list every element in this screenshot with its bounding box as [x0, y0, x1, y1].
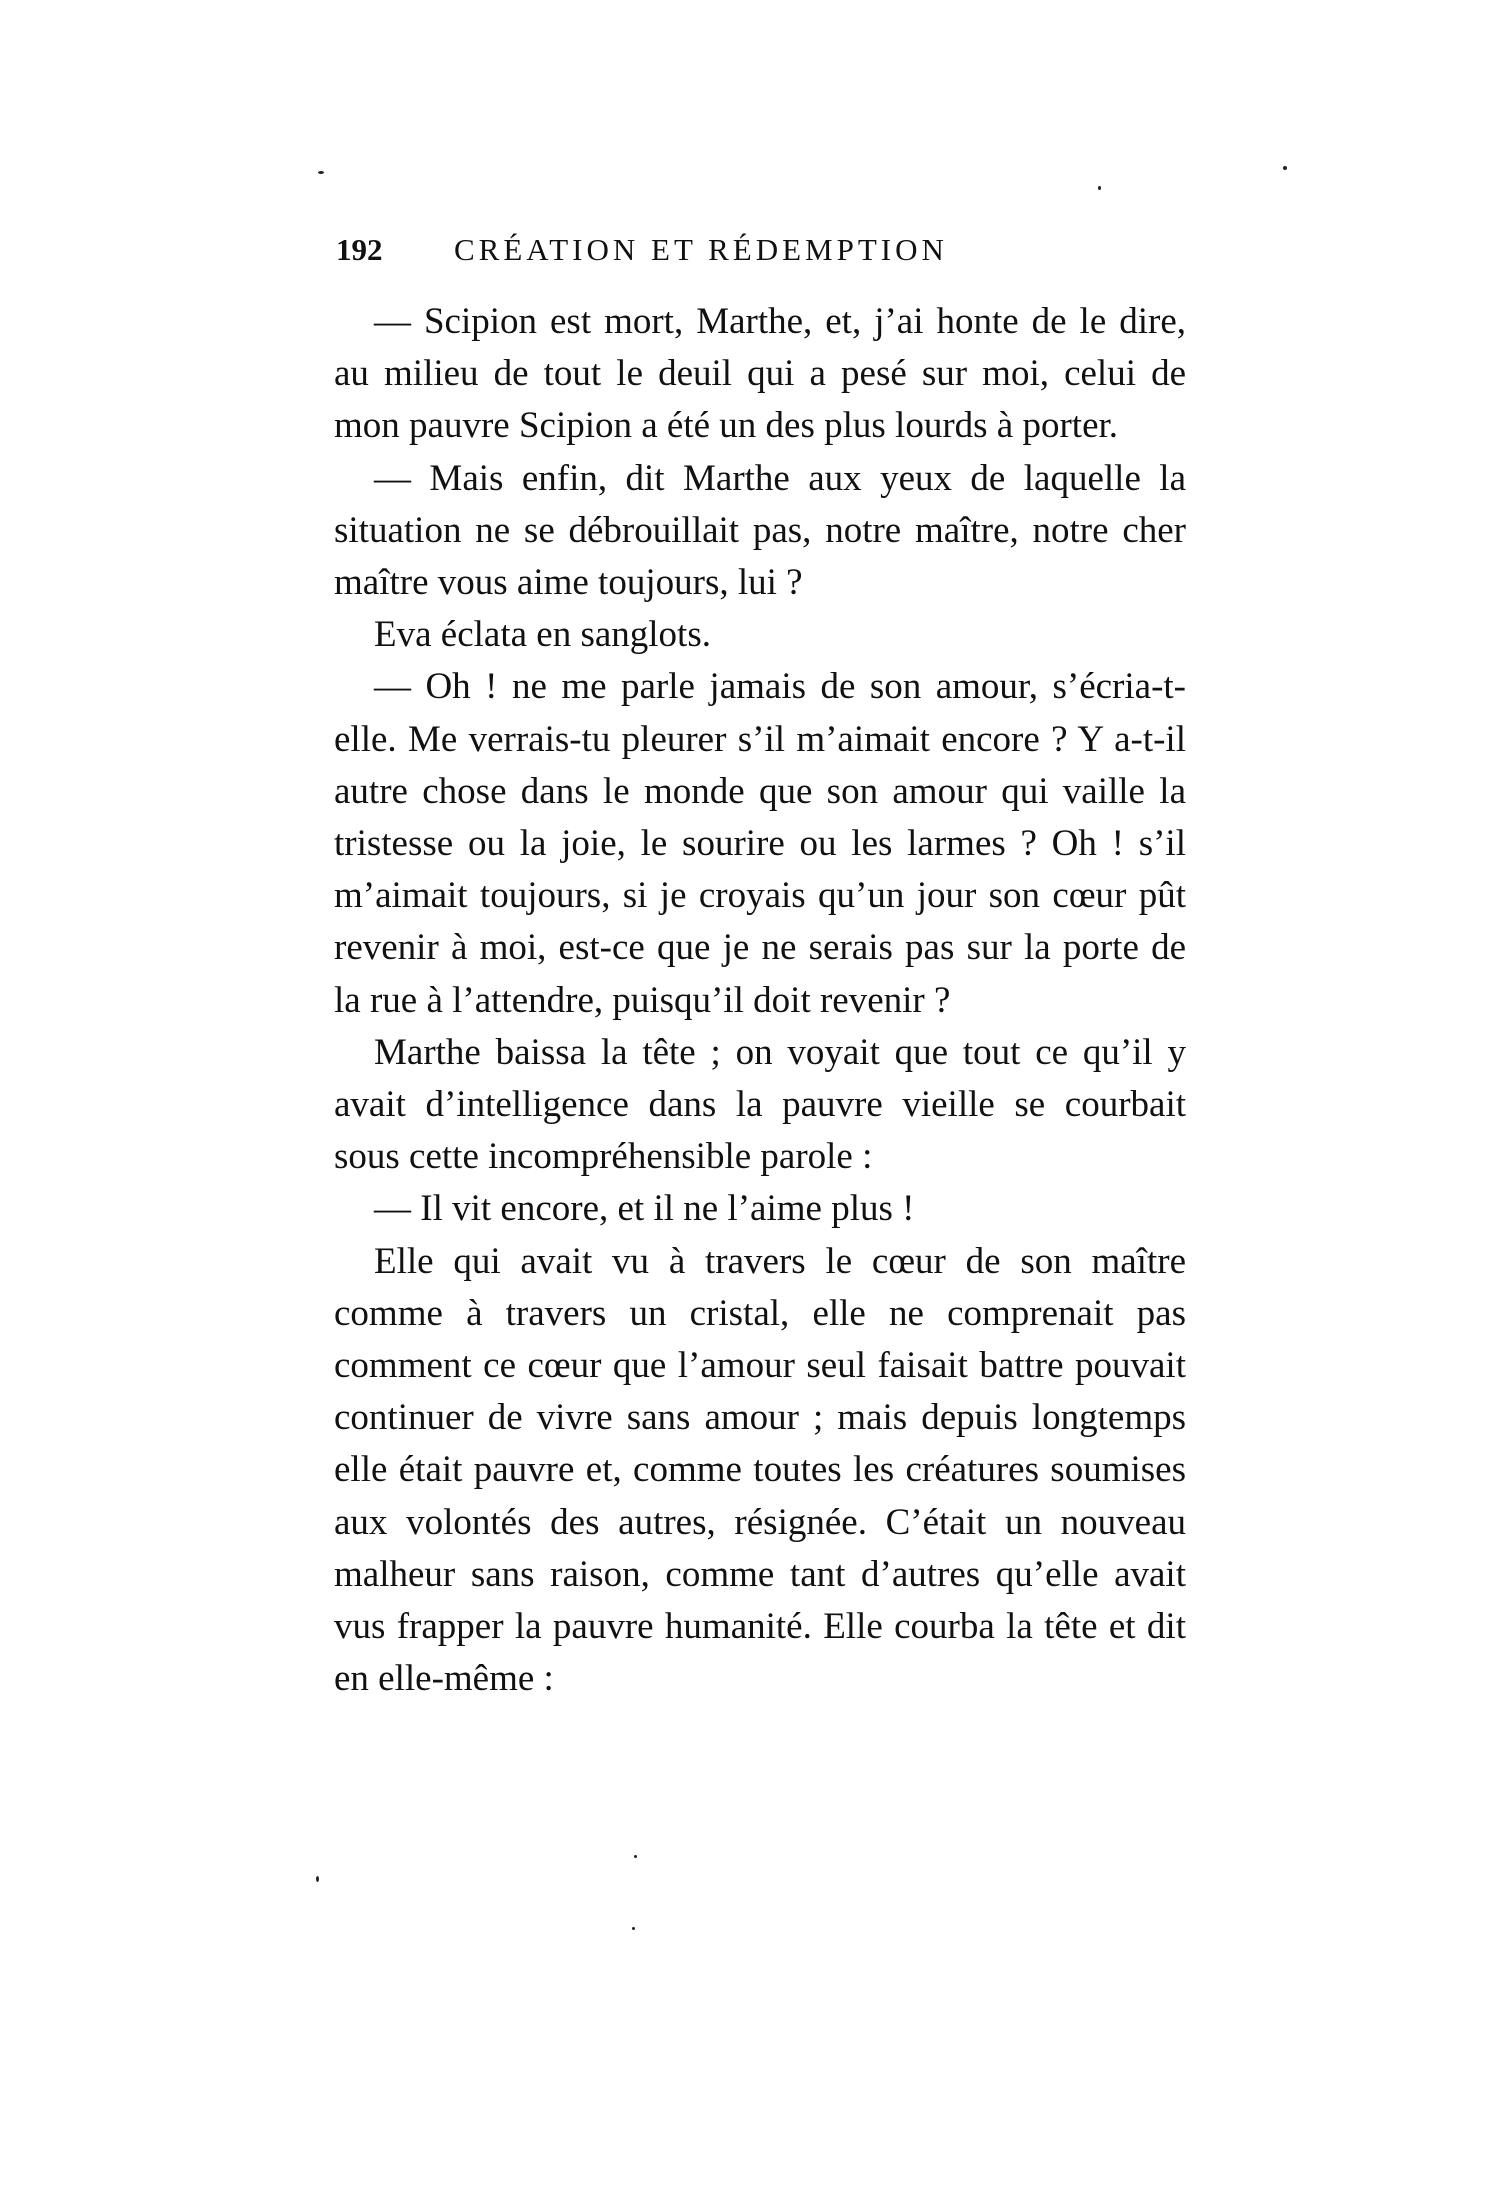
print-speck [1283, 166, 1287, 170]
paragraph: Marthe baissa la tête ; on voyait que tout ce qu’il y avait d’intelligence dans la pauvre vieille se courbait sous cette incompréhensible parole : [334, 1031, 1186, 1178]
print-speck [316, 1876, 319, 1882]
print-speck [318, 171, 324, 174]
page-number: 192 [336, 232, 383, 267]
paragraph: — Mais enfin, dit Marthe aux yeux de laquelle la situation ne se débrouillait pas, notre maître, notre cher maître vous aime toujours, lui ? [334, 457, 1186, 604]
running-head [336, 232, 1036, 276]
paragraph: Elle qui avait vu à travers le cœur de son maître comme à travers un cristal, elle ne comprenait pas comment ce cœur que l’amour seul faisait battre pouvait continuer de vivre sans amour ; mais depuis longtemps elle était pauvre et, comme toutes les créatures soumises aux volontés des autres, résignée. C’était un nouveau malheur sans raison, comme tant d’autres qu’elle avait vus frapper la pauvre humanité. Elle courba la tête et dit en elle-même : [334, 1240, 1186, 1700]
paragraph: Eva éclata en sanglots. [374, 614, 711, 656]
paragraph: — Il vit encore, et il ne l’aime plus ! [374, 1188, 915, 1230]
running-title: CRÉATION ET RÉDEMPTION [454, 232, 948, 267]
print-speck [634, 1855, 637, 1858]
paragraph: — Scipion est mort, Marthe, et, j’ai honte de le dire, au milieu de tout le deuil qui a pesé sur moi, celui de mon pauvre Scipion a été un des plus lourds à porter. [334, 301, 1186, 447]
body-text [334, 296, 1186, 1705]
print-speck [632, 1927, 635, 1930]
print-speck [1098, 186, 1101, 190]
paragraph: — Oh ! ne me parle jamais de son amour, s’écria-t-elle. Me verrais-tu pleurer s’il m’aimait encore ? Y a-t-il autre chose dans le monde que son amour qui vaille la tristesse ou la joie, le sourire ou les larmes ? Oh ! s’il m’aimait toujours, si je croyais qu’un jour son cœur pût revenir à moi, est-ce que je ne serais pas sur la porte de la rue à l’attendre, puisqu’il doit revenir ? [334, 666, 1186, 1021]
